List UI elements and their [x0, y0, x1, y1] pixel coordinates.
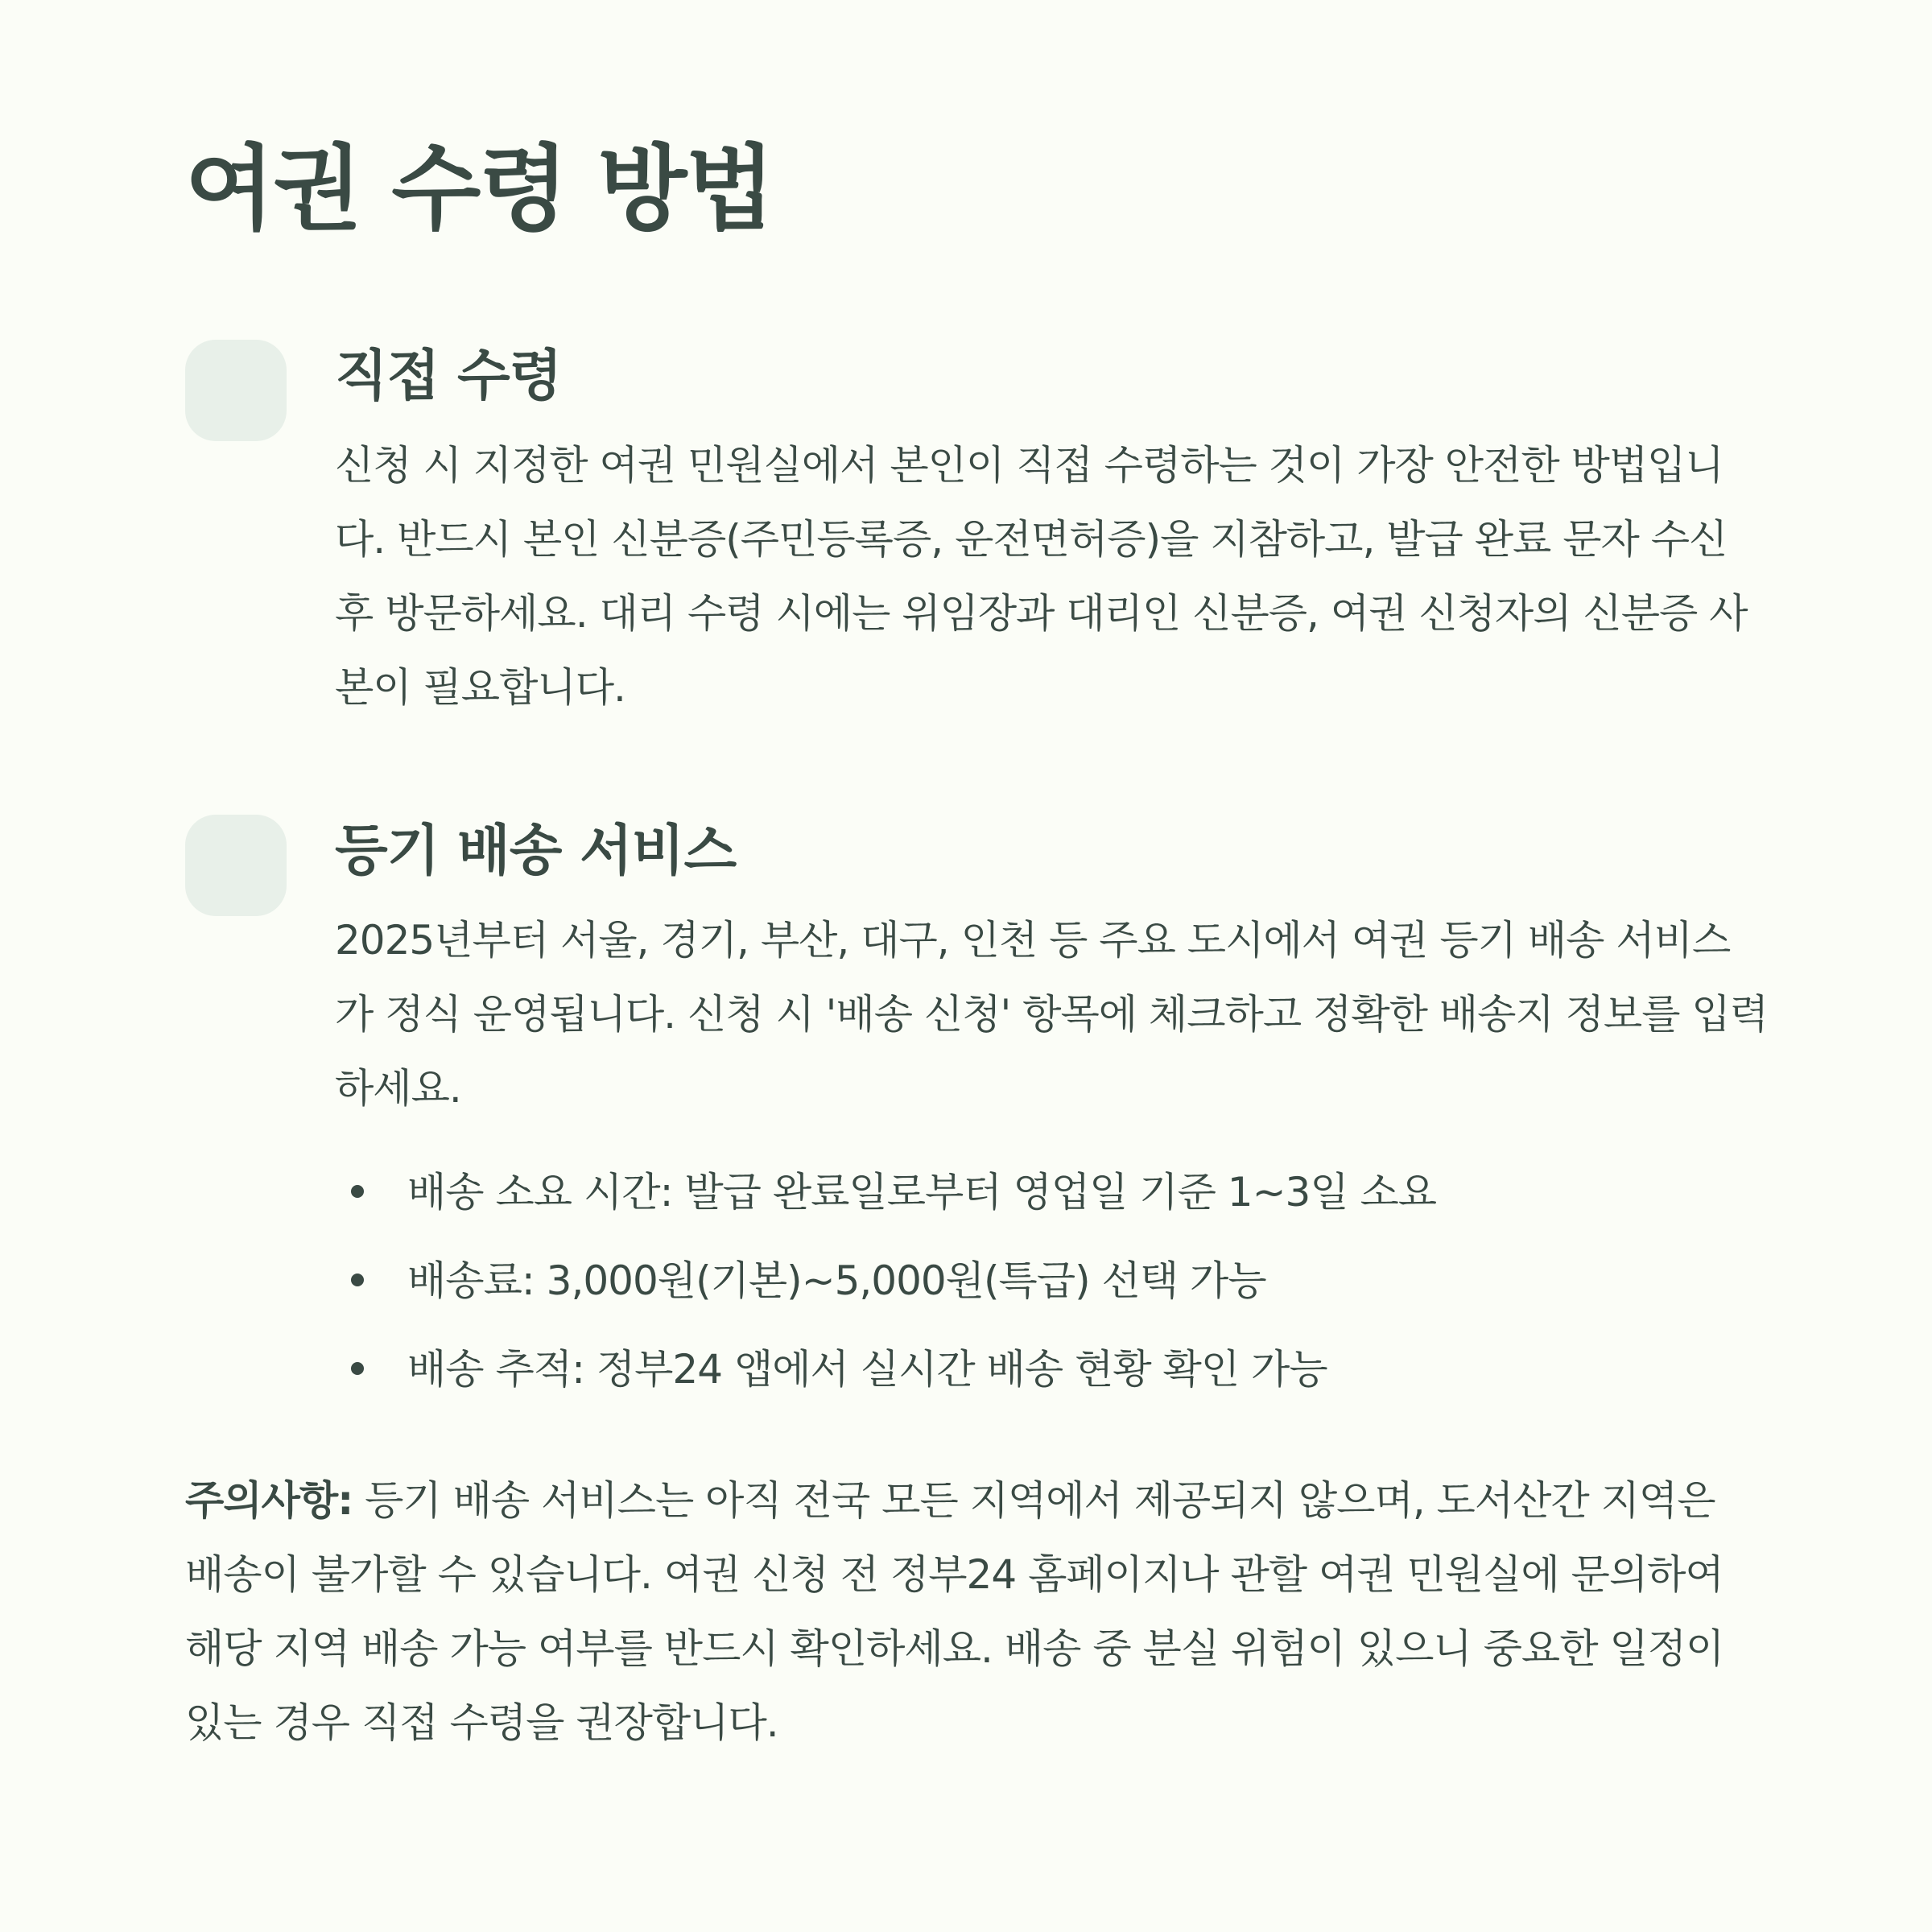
- section-body: 신청 시 지정한 여권 민원실에서 본인이 직접 수령하는 것이 가장 안전한 방법입니다. 반드시 본인 신분증(주민등록증, 운전면허증)을 지참하고, 발급 완료 문자 수신 후 방문하세요. 대리 수령 시에는 위임장과 대리인 신분증, 여권 신청자의 신분증 사본이 필요합니다.: [335, 442, 1748, 711]
- section-icon-box: [185, 815, 287, 916]
- list-item-text: 배송료: 3,000원(기본)~5,000원(특급) 선택 가능: [407, 1257, 1266, 1304]
- list-item: [335, 1148, 1763, 1236]
- list-item: [335, 1325, 1763, 1414]
- notice-label: 주의사항:: [185, 1477, 353, 1524]
- list-item: [335, 1236, 1763, 1325]
- list-item-text: 배송 추적: 정부24 앱에서 실시간 배송 현황 확인 가능: [407, 1346, 1327, 1393]
- bullet-icon: [351, 1274, 364, 1286]
- page-title: 여권 수령 방법: [185, 135, 774, 243]
- section-direct-pickup: [185, 340, 1763, 724]
- list-item-text: 배송 소요 시간: 발급 완료일로부터 영업일 기준 1~3일 소요: [407, 1169, 1437, 1216]
- section-title: 등기 배송 서비스: [335, 819, 737, 883]
- notice-paragraph: [185, 1463, 1763, 1760]
- bullet-icon: [351, 1185, 364, 1198]
- bullet-icon: [351, 1362, 364, 1375]
- section-registered-delivery: [185, 815, 1769, 1414]
- notice-text: 등기 배송 서비스는 아직 전국 모든 지역에서 제공되지 않으며, 도서산간 지역은 배송이 불가할 수 있습니다. 여권 신청 전 정부24 홈페이지나 관할 여권 민원실에 문의하여 해당 지역 배송 가능 여부를 반드시 확인하세요. 배송 중 분실 위험이 있으니 중요한 일정이 있는 경우 직접 수령을 권장합니다.: [185, 1477, 1724, 1746]
- page-content: [185, 129, 1769, 1800]
- section-body: 2025년부터 서울, 경기, 부산, 대구, 인천 등 주요 도시에서 여권 등기 배송 서비스가 정식 운영됩니다. 신청 시 '배송 신청' 항목에 체크하고 정확한 배송지 정보를 입력하세요.: [335, 917, 1769, 1112]
- section-title: 직접 수령: [335, 345, 562, 408]
- section-icon-box: [185, 340, 287, 441]
- delivery-info-list: [335, 1148, 1763, 1414]
